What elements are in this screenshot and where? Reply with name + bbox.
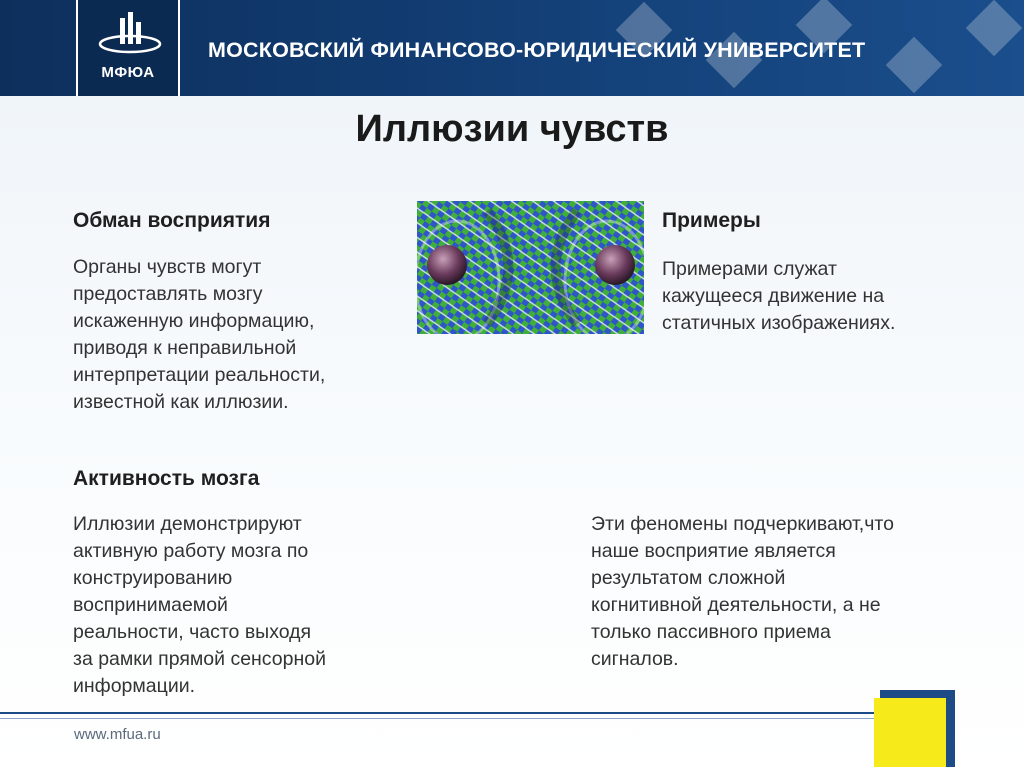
section-text-perception: Органы чувств могут предоставлять мозгу искаженную информацию, приводя к неправильной интерпретации реальности, известной как иллюзии. [73, 256, 326, 413]
corner-decoration-yellow [874, 698, 946, 767]
section-heading-perception: Обман восприятия [73, 209, 271, 232]
footer-divider-thin [0, 718, 880, 719]
section-heading-examples: Примеры [662, 209, 761, 232]
logo-text: МФЮА [101, 64, 155, 81]
footer-divider [0, 712, 880, 714]
university-logo[interactable] [76, 0, 180, 96]
optical-illusion-image [417, 201, 644, 334]
section-text-examples: Примерами служат кажущееся движение на статичных изображениях. [662, 258, 896, 334]
university-name: МОСКОВСКИЙ ФИНАНСОВО-ЮРИДИЧЕСКИЙ УНИВЕРСИТЕТ [208, 38, 866, 62]
section-text-phenomena: Эти феномены подчеркивают,что наше восприятие является результатом сложной когнитивной деятельности, а не только пассивного приема сигналов. [591, 513, 894, 670]
section-heading-brain-activity: Активность мозга [73, 467, 260, 490]
header-bar [0, 0, 1024, 96]
slide-title: Иллюзии чувств [355, 108, 669, 150]
section-text-brain-activity: Иллюзии демонстрируют активную работу мозга по конструированию воспринимаемой реальности, часто выходя за рамки прямой сенсорной информации. [73, 513, 326, 697]
footer-url[interactable]: www.mfua.ru [74, 726, 161, 743]
logo-emblem-icon [78, 0, 182, 64]
